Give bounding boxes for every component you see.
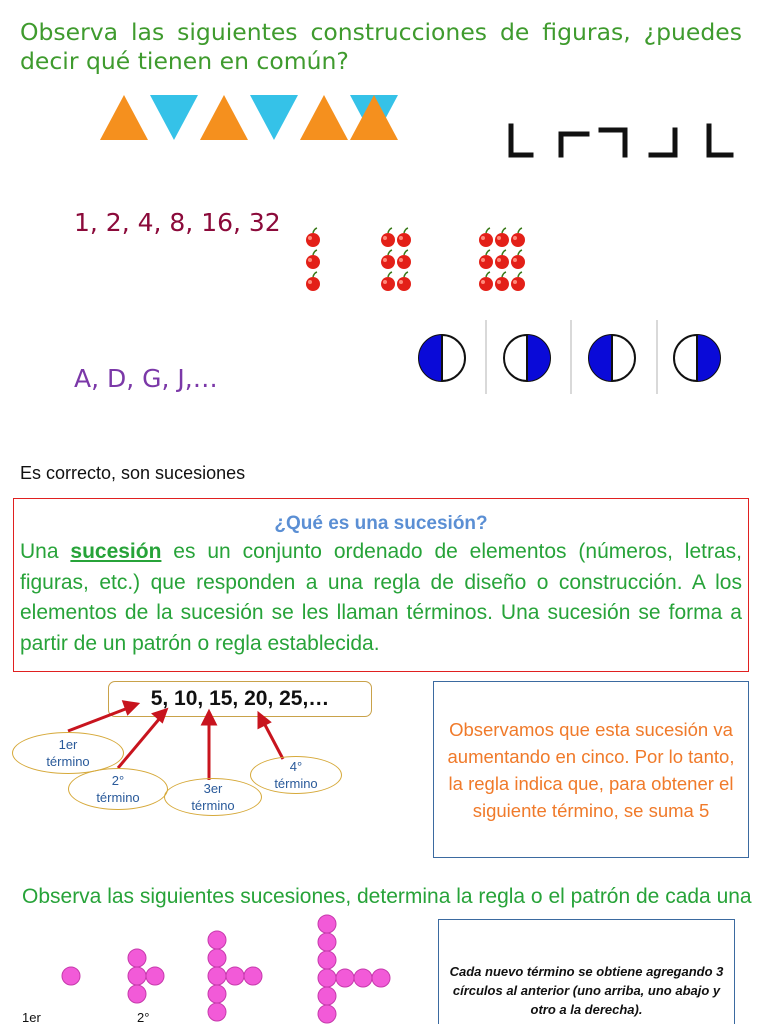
dot-pattern bbox=[50, 914, 410, 1024]
definition-title: ¿Qué es una sucesión? bbox=[274, 513, 488, 534]
dot-term-2 bbox=[128, 949, 164, 1003]
term-ordinal-3: 3er bbox=[203, 781, 223, 796]
term-word-1: término bbox=[46, 754, 90, 769]
term-word-3: término bbox=[191, 798, 235, 813]
definition-end: es un conjunto ordenado de elementos (números, letras, figuras, etc.) que responden a una regla de diseño o construcción. A los elementos de la sucesión se les llaman términos. Una sucesión se forma a partir de un patrón o regla establecida. bbox=[20, 540, 742, 655]
dot-term-1 bbox=[62, 967, 80, 985]
rule-text: Cada nuevo término se obtiene agregando 3 círculos al anterior (uno arriba, uno abajo y otro a la derecha). bbox=[449, 964, 724, 1017]
number-sequence: 1, 2, 4, 8, 16, 32 bbox=[74, 208, 281, 237]
explanation-box bbox=[433, 681, 749, 858]
dot-label-2: 2° bbox=[137, 1010, 150, 1025]
example-sequence: 5, 10, 15, 20, 25,… bbox=[108, 681, 372, 717]
dot-term-4 bbox=[318, 915, 390, 1023]
term-ordinal-4: 4° bbox=[289, 759, 303, 774]
answer-text: Es correcto, son sucesiones bbox=[20, 463, 246, 483]
term-ordinal-1: 1er bbox=[58, 737, 78, 752]
rule-box bbox=[438, 919, 735, 1024]
term-label-4 bbox=[250, 756, 342, 794]
term-word-4: término bbox=[274, 776, 318, 791]
definition-term: sucesión bbox=[70, 540, 162, 563]
term-word-2: término bbox=[96, 790, 140, 805]
dot-term-3 bbox=[208, 931, 262, 1021]
term-ordinal-2: 2° bbox=[111, 773, 125, 788]
explanation-text: Observamos que esta sucesión va aumentando en cinco. Por lo tanto, la regla indica que, para obtener el siguiente término, se suma 5 bbox=[447, 718, 735, 821]
dot-label-1: 1er bbox=[22, 1010, 41, 1025]
intro-question: Observa las siguientes construcciones de figuras, ¿puedes decir qué tienen en común? bbox=[20, 18, 742, 75]
term-label-2 bbox=[68, 768, 168, 810]
term-label-3 bbox=[164, 778, 262, 816]
definition-start: Una bbox=[20, 540, 71, 563]
letter-sequence: A, D, G, J,… bbox=[74, 364, 218, 393]
exercise-prompt: Observa las siguientes sucesiones, determina la regla o el patrón de cada una bbox=[22, 885, 752, 908]
